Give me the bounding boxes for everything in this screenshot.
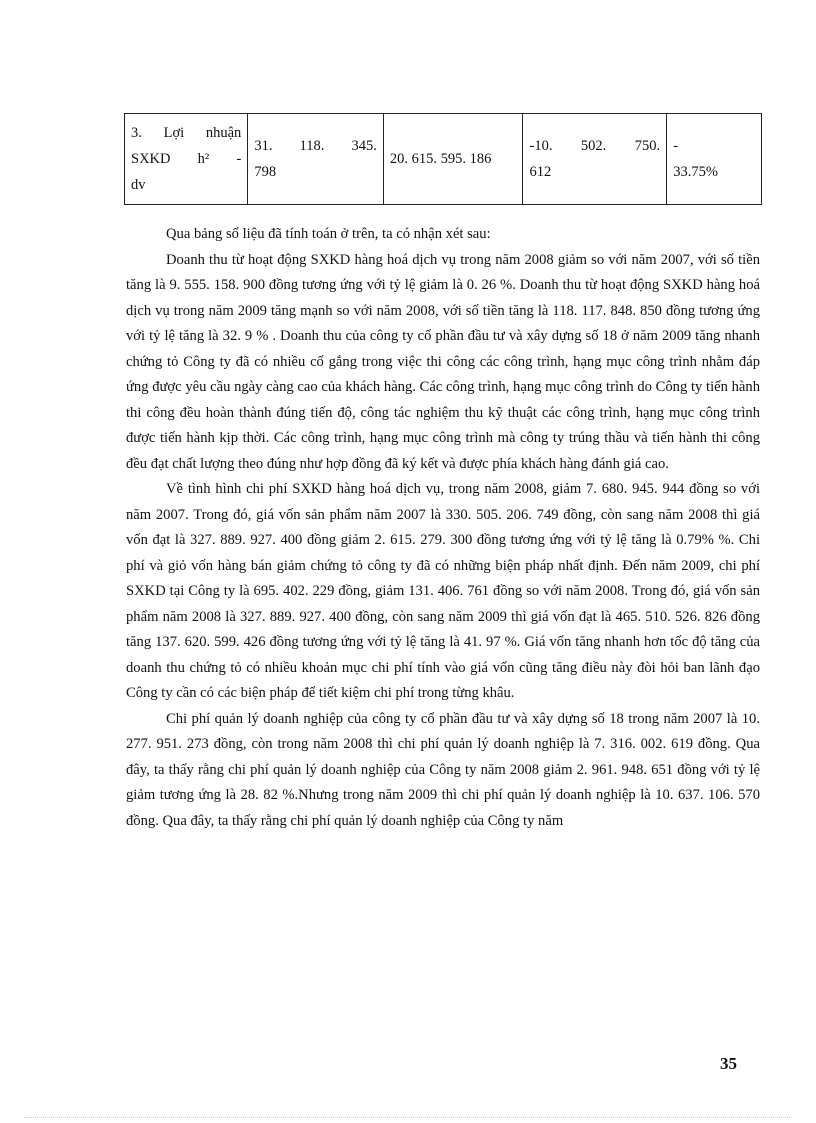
- label-line: SXKD h² -: [131, 151, 242, 167]
- cell-line: 31. 118. 345.: [254, 138, 377, 154]
- label-line: 3. Lợi nhuận: [131, 125, 242, 141]
- label-line: dv: [131, 177, 146, 193]
- table-row: [125, 114, 762, 205]
- table-cell-difference: [523, 114, 667, 205]
- table-cell-2007: [248, 114, 384, 205]
- cell-line: 612: [529, 164, 552, 180]
- footer-divider: [24, 1117, 792, 1118]
- cell-line: -: [673, 138, 679, 154]
- body-text: [126, 222, 760, 834]
- paragraph-costs: Về tình hình chi phí SXKD hàng hoá dịch vụ, trong năm 2008, giảm 7. 680. 945. 944 đồng so với năm 2007. Trong đó, giá vốn sản phẩm năm 2007 là 330. 505. 206. 749 đồng, còn sang năm 2008 thì giá vốn đạt là 327. 889. 927. 400 đồng giảm 2. 615. 279. 300 đồng tương ứng với tỷ lệ tăng là 0.79% %. Chi phí và giỏ vốn hàng bán giảm chứng tỏ công ty đã có những biện pháp nhất định. Đến năm 2009, chi phí SXKD tại Công ty là 695. 402. 229 đồng, giảm 131. 406. 761 đồng so với năm 2008. Trong đó, giá vốn sản phẩm năm 2008 là 327. 889. 927. 400 đồng, còn sang năm 2009 thì giá vốn đạt là 465. 510. 526. 826 đồng tăng 137. 620. 599. 426 đồng tương ứng với tỷ lệ tăng là 41. 97 %. Giá vốn tăng nhanh hơn tốc độ tăng của doanh thu chứng tỏ có nhiều khoản mục chi phí tính vào giá vốn cũng tăng điều này đòi hỏi ban lãnh đạo Công ty cần có các biện pháp để tiết kiệm chi phí trong từng khâu.: [126, 481, 760, 701]
- table-cell-2008: 20. 615. 595. 186: [383, 114, 523, 205]
- page-number: 35: [720, 1054, 737, 1073]
- paragraph-intro: Qua bảng số liệu đã tính toán ở trên, ta có nhận xét sau:: [166, 226, 491, 242]
- cell-line: 33.75%: [673, 164, 718, 180]
- profit-table: [124, 113, 762, 205]
- paragraph-revenue: Doanh thu từ hoạt động SXKD hàng hoá dịch vụ trong năm 2008 giảm so với năm 2007, với số tiền tăng là 9. 555. 158. 900 đồng tương ứng với tỷ lệ giảm là 0. 26 %. Doanh thu từ hoạt động SXKD hàng hoá dịch vụ trong năm 2009 tăng mạnh so với năm 2008, với số tiền tăng là 118. 117. 848. 850 đồng tương ứng với tỷ lệ tăng là 32. 9 % . Doanh thu của công ty cổ phần đầu tư và xây dựng số 18 ở năm 2009 tăng nhanh chứng tỏ Công ty đã có nhiều cố gắng trong việc thi công các công trình, hạng mục công trình nhằm đáp ứng được yêu cầu ngày càng cao của khách hàng. Các công trình, hạng mục công trình do Công ty tiến hành thi công đều hoàn thành đúng tiến độ, công tác nghiệm thu kỹ thuật các công trình, hạng mục công trình được tiến hành kịp thời. Các công trình, hạng mục công trình mà công ty trúng thầu và tiến hành thi công đều đạt chất lượng theo đúng như hợp đồng đã ký kết và được phía khách hàng đánh giá cao.: [126, 251, 760, 472]
- table-cell-label: [125, 114, 248, 205]
- paragraph-management-costs: Chi phí quản lý doanh nghiệp của công ty cổ phần đầu tư và xây dựng số 18 trong năm 2007 là 10. 277. 951. 273 đồng, còn trong năm 2008 thì chi phí quản lý doanh nghiệp là 7. 316. 002. 619 đồng. Qua đây, ta thấy rằng chi phí quản lý doanh nghiệp của Công ty năm 2008 giảm 2. 961. 948. 651 đồng với tỷ lệ giảm tương ứng là 28. 82 %.Nhưng trong năm 2009 thì chi phí quản lý doanh nghiệp là 10. 637. 106. 570 đồng. Qua đây, ta thấy rằng chi phí quản lý doanh nghiệp của Công ty năm: [126, 710, 760, 829]
- cell-line: -10. 502. 750.: [529, 138, 661, 154]
- cell-line: 798: [254, 164, 277, 180]
- table-cell-percent: [667, 114, 762, 205]
